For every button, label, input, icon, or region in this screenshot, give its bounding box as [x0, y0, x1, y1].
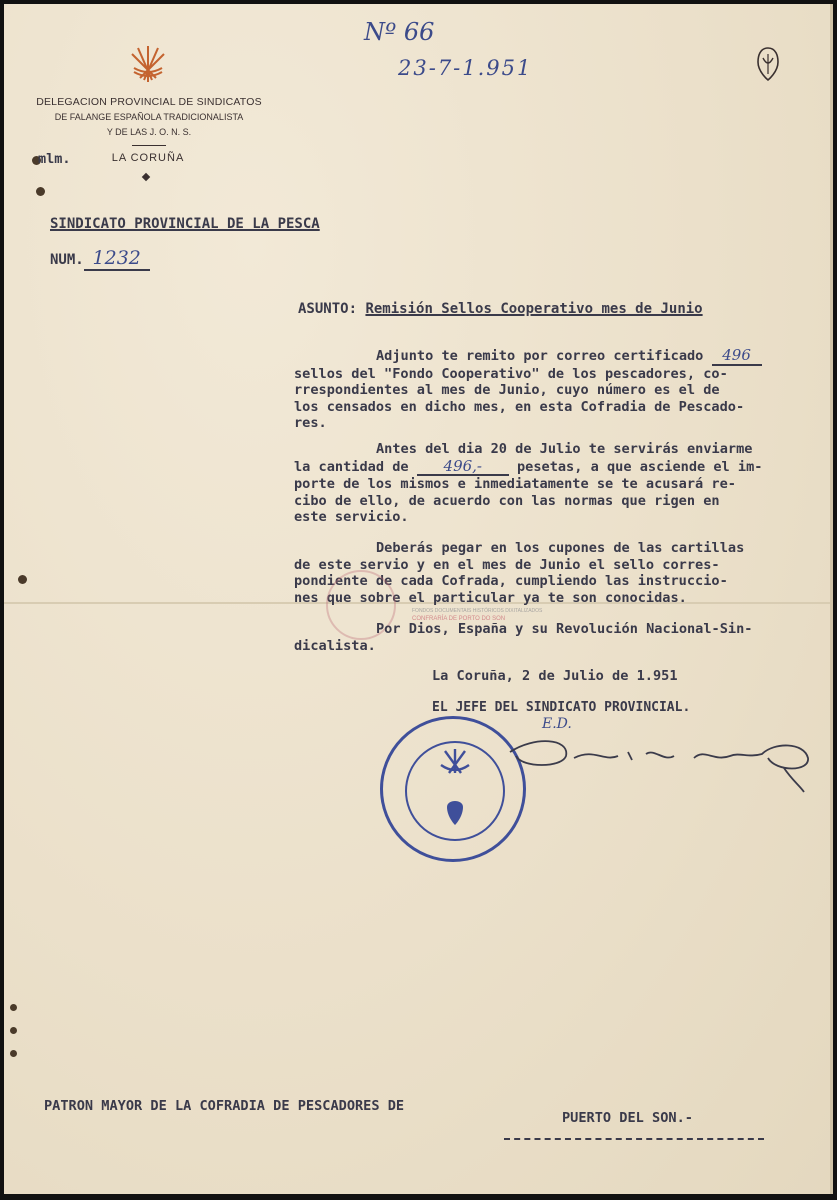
- signature: [504, 728, 819, 796]
- punch-hole: [18, 575, 27, 584]
- p2-line-1: Antes del dia 20 de Julio te servirás enviarme: [376, 441, 753, 457]
- reference-initials: mlm.: [38, 151, 71, 167]
- num-label: NUM.: [50, 252, 84, 268]
- p3-line-4: nes que sobre el particular ya te son conocidas.: [294, 589, 687, 606]
- quantity-value: 496: [712, 347, 762, 366]
- p2-line-4: cibo de ello, de acuerdo con las normas que rigen en: [294, 492, 720, 509]
- p4-line-2: dicalista.: [294, 637, 376, 654]
- place-date: La Coruña, 2 de Julio de 1.951: [432, 668, 678, 684]
- asunto-label: ASUNTO:: [298, 301, 358, 317]
- paragraph-2: [294, 441, 833, 526]
- sindicato-heading: SINDICATO PROVINCIAL DE LA PESCA: [50, 216, 320, 232]
- handwritten-date: 23-7-1.951: [398, 56, 533, 80]
- p2-line-5: este servicio.: [294, 509, 409, 525]
- p4-line-1: Por Dios, España y su Revolución Nacional-Sin-: [376, 621, 753, 637]
- diamond-ornament: [142, 173, 150, 181]
- p3-line-1: Deberás pegar en los cupones de las cartillas: [376, 540, 745, 556]
- paragraph-1: [294, 347, 833, 432]
- num-line: [50, 247, 150, 271]
- num-value: 1232: [84, 247, 150, 271]
- letterhead-city: LA CORUÑA: [111, 152, 185, 164]
- p1-line-4: los censados en dicho mes, en esta Cofradia de Pescado-: [294, 398, 745, 415]
- p2-line-2a: la cantidad de: [294, 458, 409, 475]
- yoke-arrows-emblem: [128, 42, 168, 86]
- recipient-underline: [504, 1138, 764, 1140]
- p2-line-2b: pesetas, a que asciende el im-: [516, 458, 763, 475]
- punch-hole: [36, 187, 45, 196]
- punch-hole: [10, 1050, 17, 1057]
- p2-line-3: porte de los mismos e inmediatamente se te acusará re-: [294, 476, 736, 492]
- p1-line-3: rrespondientes al mes de Junio, cuyo número es el de: [294, 382, 720, 398]
- handwritten-number: Nº 66: [364, 18, 435, 46]
- shield-emblem: [756, 46, 780, 82]
- recipient-place: PUERTO DEL SON.-: [562, 1110, 693, 1126]
- letterhead-rule: [132, 145, 166, 146]
- handwritten-initials: E.D.: [542, 716, 572, 732]
- p1-line-2: sellos del "Fondo Cooperativo" de los pescadores, co-: [294, 365, 728, 382]
- letterhead-line-2: DE FALANGE ESPAÑOLA TRADICIONALISTA: [54, 112, 244, 122]
- recipient-title: PATRON MAYOR DE LA COFRADIA DE PESCADORES DE: [44, 1098, 405, 1114]
- p1-line-1: Adjunto te remito por correo certificado: [376, 348, 704, 364]
- punch-hole: [10, 1004, 17, 1011]
- asunto-line: [298, 301, 703, 317]
- p3-line-3: pondiente de cada Cofrada, cumpliendo las instruccio-: [294, 573, 728, 589]
- letterhead-line-1: DELEGACION PROVINCIAL DE SINDICATOS: [36, 96, 262, 108]
- paragraph-4: [294, 621, 833, 654]
- document-page: [4, 4, 833, 1194]
- asunto-text: Remisión Sellos Cooperativo mes de Junio: [365, 301, 703, 317]
- signer-title: EL JEFE DEL SINDICATO PROVINCIAL.: [432, 700, 691, 715]
- p1-line-5: res.: [294, 415, 327, 431]
- amount-value: 496,-: [417, 458, 509, 477]
- p3-line-2: de este servio y en el mes de Junio el sello corres-: [294, 556, 720, 573]
- stamp-emblem: [431, 745, 479, 841]
- watermark-line-1: FONDOS DOCUMENTAIS HISTÓRICOS DIXITALIZADOS: [412, 608, 543, 614]
- punch-hole: [10, 1027, 17, 1034]
- watermark-line-2: CONFRARÍA DE PORTO DO SON: [412, 616, 506, 622]
- letterhead-line-3: Y DE LAS J. O. N. S.: [106, 127, 192, 137]
